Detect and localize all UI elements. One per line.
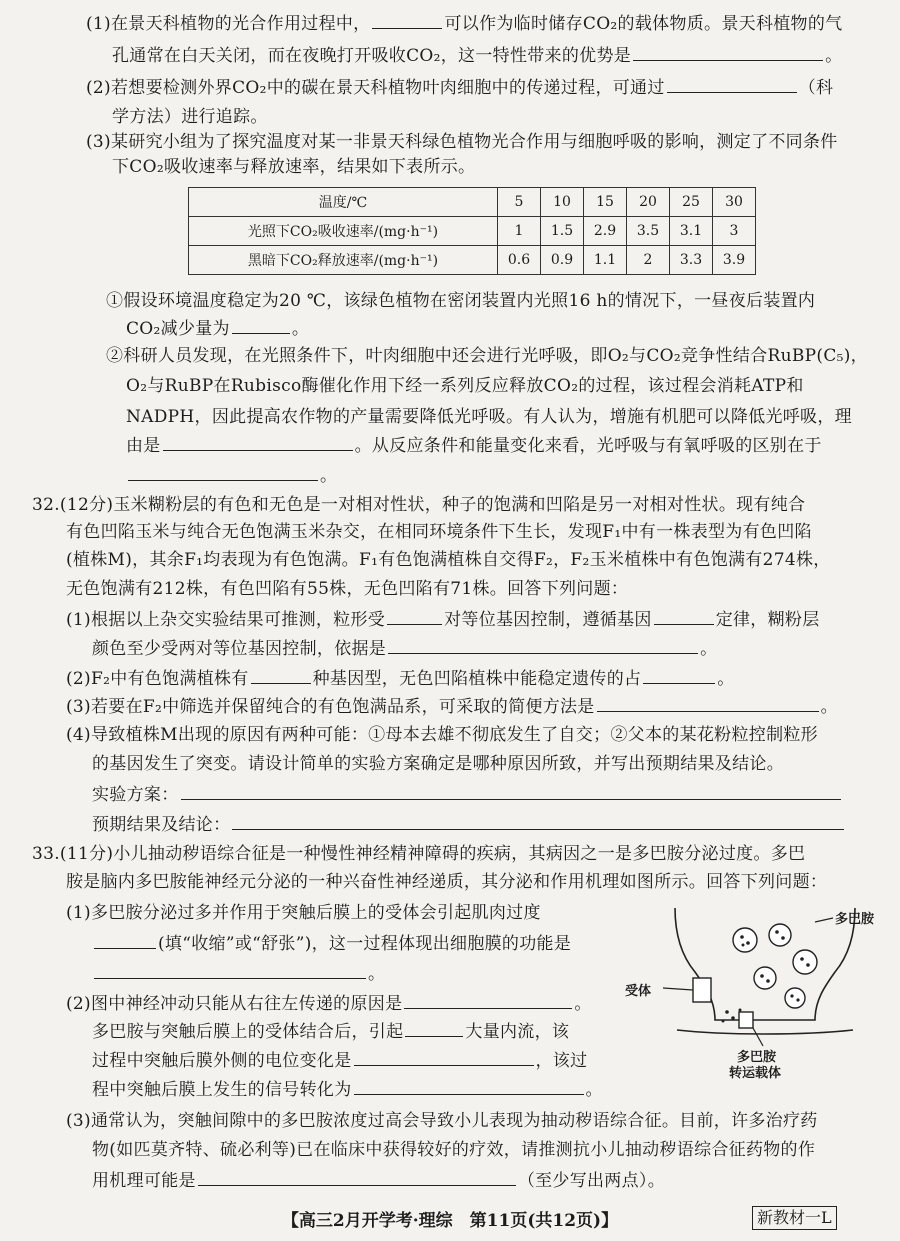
table-cell: 1 — [498, 217, 541, 246]
text: 颜色至少受两对等位基因控制，依据是 — [92, 639, 387, 659]
text: (植株M)，其余F₁均表现为有色饱满。F₁有色饱满植株自交得F₂，F₂玉米植株中有色饱满有274株， — [66, 550, 831, 570]
text: （科 — [798, 78, 834, 98]
table-cell: 3.3 — [670, 246, 713, 275]
q31-line-1 — [86, 12, 842, 35]
figure-label-receptor: 受体 — [625, 984, 652, 999]
q33-sub2-line-4: 程中突触后膜上发生的信号转化为 。 — [92, 1080, 603, 1100]
text: 孔通常在白天关闭，而在夜晚打开吸收CO₂，这一特性带来的优势是 — [112, 46, 632, 66]
q33-sub2-line-3 — [92, 1049, 587, 1072]
text: 大量内流，该 — [465, 1022, 570, 1042]
q32-result — [92, 813, 846, 836]
table-cell: 0.6 — [498, 246, 541, 275]
q31-sub2-line-3 — [126, 406, 852, 428]
q33-sub3-line-3 — [92, 1169, 665, 1192]
answer-blank[interactable] — [372, 12, 442, 29]
figure-label-transporter: 多巴胺 — [737, 1050, 777, 1065]
text: （至少写出两点）。 — [517, 1171, 666, 1191]
table-cell: 15 — [584, 188, 627, 217]
text: 用机理可能是 — [92, 1171, 196, 1191]
q31-sub2-line-5: 。 — [126, 464, 337, 487]
data-table — [188, 187, 756, 275]
answer-blank[interactable] — [181, 783, 841, 800]
q32-plan — [92, 783, 843, 806]
text: 学方法）进行追踪。 — [112, 107, 268, 127]
table-cell: 3.1 — [670, 217, 713, 246]
text: 物(如匹莫齐特、硫必利等)已在临床中获得较好的疗效，请推测抗小儿抽动秽语综合征药物的作 — [92, 1140, 816, 1160]
table-cell: 1.1 — [584, 246, 627, 275]
answer-blank[interactable] — [597, 695, 819, 712]
text: CO₂减少量为 — [126, 319, 230, 339]
q32-sub3: (3)若要在F₂中筛选并保留纯合的有色饱满品系，可采取的简便方法是 。 — [66, 697, 838, 717]
text: 无色饱满有212株，有色凹陷有55株，无色凹陷有71株。回答下列问题： — [66, 579, 629, 599]
q32-line-2 — [66, 521, 812, 543]
text: NADPH，因此提高农作物的产量需要降低光呼吸。有人认为，增施有机肥可以降低光呼吸，理 — [126, 407, 852, 427]
text: 程中突触后膜上发生的信号转化为 — [92, 1080, 352, 1100]
table-cell: 10 — [541, 188, 584, 217]
table-header: 温度/℃ — [189, 188, 498, 217]
figure-label-transporter: 转运载体 — [729, 1066, 782, 1081]
table-cell: 2.9 — [584, 217, 627, 246]
answer-blank[interactable] — [404, 992, 572, 1009]
text: 有色凹陷玉米与纯合无色饱满玉米杂交，在相同环境条件下生长，发现F₁中有一株表型为有色凹陷 — [66, 522, 812, 542]
table-cell: 20 — [627, 188, 670, 217]
text: 33.(11分)小儿抽动秽语综合征是一种慢性神经精神障碍的疾病，其病因之一是多巴胺分泌过度。多巴 — [32, 844, 806, 864]
table-cell: 25 — [670, 188, 713, 217]
answer-blank[interactable] — [354, 1078, 584, 1095]
answer-blank[interactable] — [405, 1020, 463, 1037]
text: (3)通常认为，突触间隙中的多巴胺浓度过高会导致小儿表现为抽动秽语综合征。目前，许多治疗药 — [66, 1111, 818, 1131]
table-row-label: 光照下CO₂吸收速率/(mg·h⁻¹) — [189, 217, 498, 246]
q32-line-3 — [66, 549, 831, 571]
answer-blank[interactable] — [251, 667, 311, 684]
table-row-label: 黑暗下CO₂释放速率/(mg·h⁻¹) — [189, 246, 498, 275]
answer-blank[interactable] — [633, 44, 823, 61]
text: (4)导致植株M出现的原因有两种可能：①母本去雄不彻底发生了自交；②父本的某花粉粒控制粒形 — [66, 725, 818, 745]
text: (1)多巴胺分泌过多并作用于突触后膜上的受体会引起肌肉过度 — [66, 903, 541, 923]
text: 胺是脑内多巴胺能神经元分泌的一种兴奋性神经递质，其分泌和作用机理如图所示。回答下列问题： — [66, 872, 828, 892]
page-footer: 【高三2月开学考·理综 第11页(共12页)】 — [281, 1211, 619, 1231]
table-cell: 3.9 — [713, 246, 756, 275]
text: (3)某研究小组为了探究温度对某一非景天科绿色植物光合作用与细胞呼吸的影响，测定了不同条件 — [86, 132, 838, 152]
text: 过程中突触后膜外侧的电位变化是 — [92, 1051, 352, 1071]
q33-sub1-line-2 — [92, 932, 571, 955]
q33-sub1-line-1 — [66, 902, 541, 924]
q32-sub1-line-2: 颜色至少受两对等位基因控制，依据是 。 — [92, 639, 718, 659]
q32-sub2: (2)F₂中有色饱满植株有 种基因型，无色凹陷植株中能稳定遗传的占 。 — [66, 669, 735, 689]
q33-line-2 — [66, 871, 827, 893]
q31-sub2-line-1 — [106, 345, 868, 367]
edition-badge: 新教材一L — [752, 1206, 837, 1230]
q31-sub1-line-2: CO₂减少量为 。 — [126, 319, 310, 339]
text: 多巴胺与突触后膜上的受体结合后，引起 — [92, 1022, 404, 1042]
text: 。从反应条件和能量变化来看，光呼吸与有氧呼吸的区别在于 — [354, 436, 822, 456]
text: (2)图中神经冲动只能从右往左传递的原因是 — [66, 994, 403, 1014]
text: 下CO₂吸收速率与释放速率，结果如下表所示。 — [112, 157, 476, 177]
text: O₂与RuBP在Rubisco酶催化作用下经一系列反应释放CO₂的过程，该过程会消耗ATP和 — [126, 376, 804, 396]
q31-line-4 — [112, 106, 268, 128]
text: (1)在景天科植物的光合作用过程中， — [86, 14, 371, 34]
text: 实验方案： — [92, 785, 179, 805]
table-row — [189, 217, 756, 246]
table-cell: 1.5 — [541, 217, 584, 246]
text: (填“收缩”或“舒张”)，这一过程体现出细胞膜的功能是 — [158, 934, 572, 954]
table-row — [189, 246, 756, 275]
answer-blank[interactable] — [667, 76, 797, 93]
table-cell: 0.9 — [541, 246, 584, 275]
answer-blank[interactable] — [94, 962, 366, 979]
q32-sub4-line-1 — [66, 724, 818, 746]
answer-blank[interactable] — [128, 464, 318, 481]
text: 对等位基因控制，遵循基因 — [444, 610, 652, 630]
q31-sub2-line-4 — [126, 434, 822, 457]
synapse-diagram — [615, 900, 875, 1081]
answer-blank[interactable] — [232, 317, 290, 334]
q31-line-2: 孔通常在白天关闭，而在夜晚打开吸收CO₂，这一特性带来的优势是 。 — [112, 46, 843, 66]
text: (2)F₂中有色饱满植株有 — [66, 669, 249, 689]
text: (3)若要在F₂中筛选并保留纯合的有色饱满品系，可采取的简便方法是 — [66, 697, 595, 717]
q31-sub1-line-1 — [106, 290, 815, 312]
answer-blank[interactable] — [654, 608, 714, 625]
text: ①假设环境温度稳定为20 ℃，该绿色植物在密闭装置内光照16 h的情况下，一昼夜后装置内 — [106, 291, 816, 311]
text: 32.(12分)玉米糊粉层的有色和无色是一对相对性状，种子的饱满和凹陷是另一对相对性状。现有纯合 — [32, 495, 806, 515]
table-cell: 5 — [498, 188, 541, 217]
q33-sub2-line-1: (2)图中神经冲动只能从右往左传递的原因是 。 — [66, 994, 592, 1014]
text: (1)根据以上杂交实验结果可推测，粒形受 — [66, 610, 386, 630]
q33-line-1 — [32, 843, 805, 865]
text: 的基因发生了突变。请设计简单的实验方案确定是哪种原因所致，并写出预期结果及结论。 — [92, 754, 784, 774]
text: 由是 — [126, 436, 161, 456]
table-row — [189, 188, 756, 217]
q31-line-5 — [86, 131, 838, 153]
answer-blank[interactable] — [387, 608, 442, 625]
answer-blank[interactable] — [643, 667, 715, 684]
text: ，该过 — [535, 1051, 588, 1071]
text: 预期结果及结论： — [92, 815, 231, 835]
q32-sub1-line-1 — [66, 608, 820, 631]
answer-blank[interactable] — [163, 434, 353, 451]
q33-sub3-line-1 — [66, 1110, 818, 1132]
q33-sub1-line-3: 。 — [92, 962, 385, 985]
q32-line-4 — [66, 578, 628, 600]
answer-blank[interactable] — [388, 637, 698, 654]
text: 可以作为临时储存CO₂的载体物质。景天科植物的气 — [444, 14, 843, 34]
q32-line-1 — [32, 494, 805, 516]
q31-line-3 — [86, 76, 833, 99]
text: 定律，糊粉层 — [715, 610, 820, 630]
text: ②科研人员发现，在光照条件下，叶肉细胞中还会进行光呼吸，即O₂与CO₂竞争性结合RuBP(C₅)， — [106, 346, 868, 366]
q33-sub2-line-2 — [92, 1020, 569, 1043]
text: 种基因型，无色凹陷植株中能稳定遗传的占 — [312, 669, 642, 689]
answer-blank[interactable] — [354, 1049, 534, 1066]
answer-blank[interactable] — [232, 813, 844, 830]
figure-label-dopamine: 多巴胺 — [835, 912, 875, 927]
q33-sub3-line-2 — [92, 1139, 815, 1161]
answer-blank[interactable] — [198, 1169, 516, 1186]
answer-blank[interactable] — [94, 932, 156, 949]
table-cell: 30 — [713, 188, 756, 217]
table-cell: 3 — [713, 217, 756, 246]
q31-line-6 — [112, 156, 475, 178]
table-cell: 2 — [627, 246, 670, 275]
text: (2)若想要检测外界CO₂中的碳在景天科植物叶肉细胞中的传递过程，可通过 — [86, 78, 665, 98]
q32-sub4-line-2 — [92, 753, 784, 775]
q31-sub2-line-2 — [126, 375, 804, 397]
table-cell: 3.5 — [627, 217, 670, 246]
